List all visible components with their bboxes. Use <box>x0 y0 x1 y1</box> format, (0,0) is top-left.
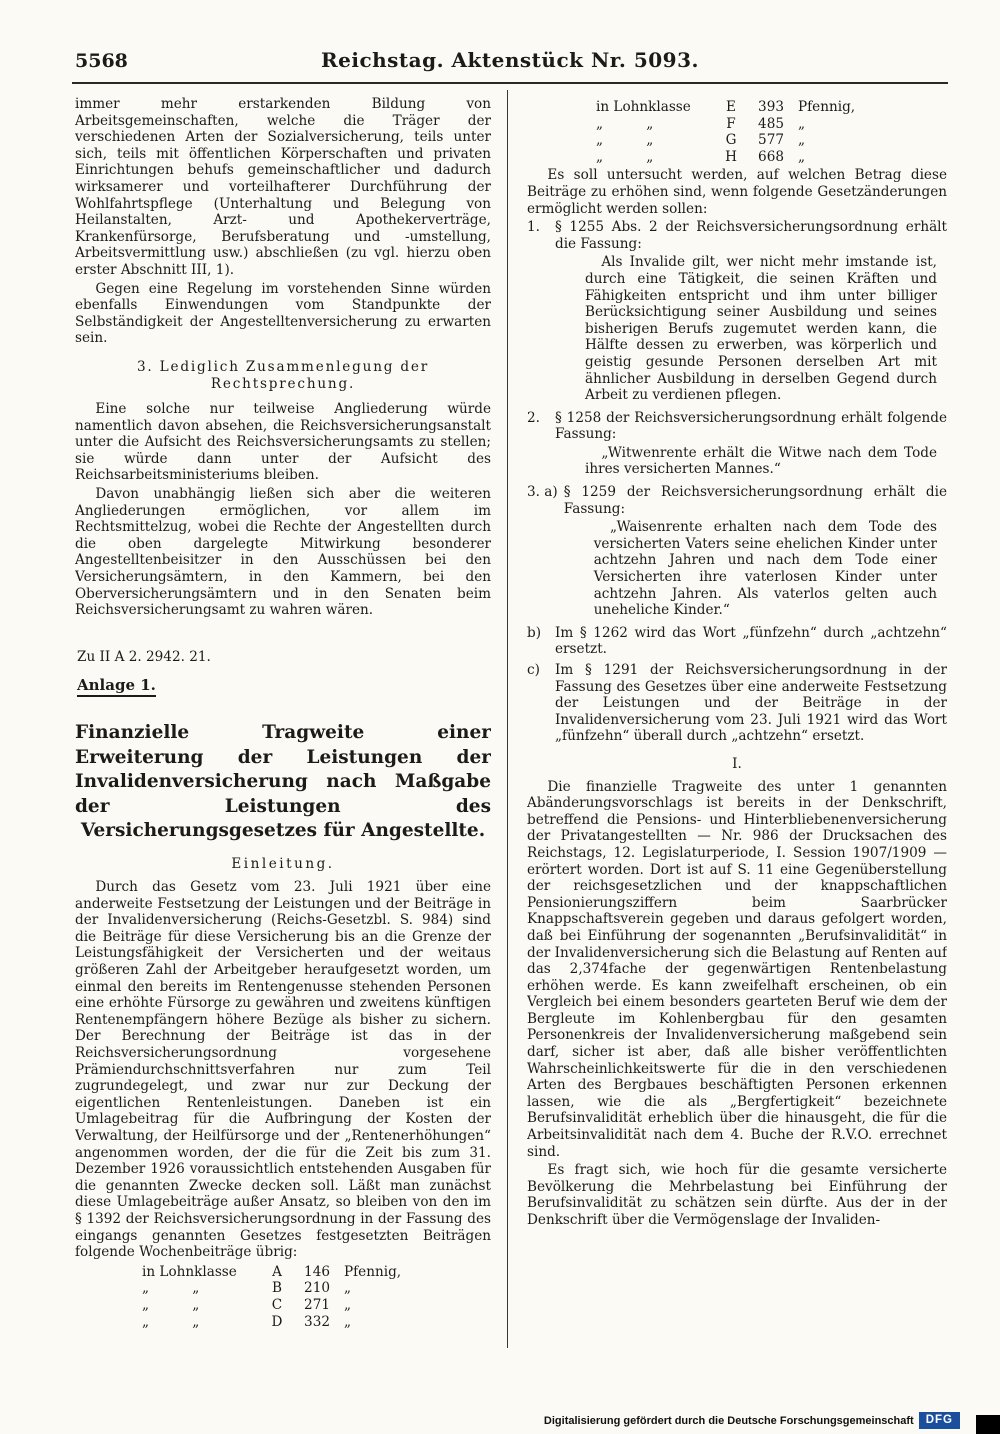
item-text: § 1259 der Reichsversicherungsordnung erhält die Fassung: <box>563 484 947 517</box>
wage-unit: „ <box>344 1280 352 1297</box>
wage-label: in Lohnklasse <box>596 99 691 115</box>
item-body <box>555 410 947 482</box>
wage-label: „ „ <box>142 1280 200 1297</box>
wage-value: 146 <box>304 1263 330 1280</box>
wage-class: H <box>725 148 737 165</box>
wage-class: C <box>271 1296 283 1313</box>
section-heading-roman-1: I. <box>732 755 742 772</box>
wage-value: 271 <box>304 1296 330 1313</box>
wage-label: „ „ <box>142 1313 200 1330</box>
item-text: § 1255 Abs. 2 der Reichsversicherungsordnung erhält die Fassung: <box>555 219 947 252</box>
list-item-3b <box>527 625 947 660</box>
item-number: b) <box>527 624 542 641</box>
item-number: 3. a) <box>527 484 558 501</box>
page-number: 5568 <box>75 50 128 72</box>
wage-label: „ „ <box>596 132 654 149</box>
header-rule <box>72 82 948 84</box>
item-text: Im § 1262 wird das Wort „fünfzehn“ durch „achtzehn“ ersetzt. <box>555 624 947 658</box>
section-heading-3: 3. Lediglich Zusammenlegung der Rechtsprechung. <box>136 358 430 392</box>
paragraph: Die finanzielle Tragweite des unter 1 genannten Abänderungsvorschlags ist bereits in der Denkschrift, betreffend die Pensions- und Hinterbliebenenversicherung der Privatangestellten — Nr. 986 der Drucksachen des Reichstags, 12. Legislaturperiode, I. Session 1907/1909 — erörtert worden. Dort ist auf S. 11 eine Gegenüberstellung der reichsgesetzlichen und der knappschaftlichen Pensionierungsziffern beim Saarbrücker Knappschaftsverein gegeben und daraus gefolgert worden, daß bei Einführung der sogenannten „Berufsinvalidität“ in der Invalidenversicherung sich die Belastung auf Renten auf das 2,374fache der gegenwärtigen Rentenbelastung erhöhen werde. Es kann zweifelhaft erscheinen, ob ein Vergleich bei einem besonders gearteten Beruf wie dem der Bergleute im Kohlenbergbau für den gesamten Personenkreis der Invalidenversicherung maßgebend sein darf, sicher ist aber, daß alle bisher veröffentlichten Wahrscheinlichkeitswerte für die in den verschiedenen Arten des Bergbaues beschäftigten Personen erkennen lassen, wie die als „Bergfertigkeit“ bezeichnete Berufsinvalidität erheblich über die hinausgeht, die für die Arbeitsinvalidität nach dem 4. Buche der R.V.O. errechnet sind. <box>527 778 947 1160</box>
wage-class: E <box>726 99 736 115</box>
wage-class: B <box>272 1280 282 1297</box>
page-header <box>72 48 948 78</box>
left-column <box>75 96 491 1348</box>
file-reference: Zu II A 2. 2942. 21. <box>77 648 211 665</box>
wage-value: 485 <box>758 115 784 132</box>
item-number: 2. <box>527 409 540 426</box>
wage-label: „ „ <box>596 148 654 165</box>
item-body <box>555 219 947 408</box>
wage-unit: „ <box>344 1296 352 1313</box>
digitization-credit: Digitalisierung gefördert durch die Deutsche Forschungsgemeinschaft <box>543 1414 914 1427</box>
introduction-heading: Einleitung. <box>231 855 335 872</box>
wage-class: G <box>725 132 737 149</box>
dfg-logo: DFG <box>919 1412 960 1429</box>
wage-label: in Lohnklasse <box>142 1263 237 1280</box>
wage-row <box>527 99 947 116</box>
wage-class: D <box>271 1313 283 1330</box>
wage-row <box>75 1264 491 1281</box>
wage-table-left <box>75 1264 491 1330</box>
wage-unit: „ <box>798 148 806 165</box>
paragraph: Es fragt sich, wie hoch für die gesamte versicherte Bevölkerung die Mehrbelastung bei Einführung der Berufsinvalidität zu schätzen sein dürfte. Aus der in der Denkschrift über die Vermögenslage der Invaliden- <box>527 1162 947 1228</box>
wage-value: 332 <box>304 1313 330 1330</box>
list-item-2 <box>527 410 947 482</box>
wage-unit: „ <box>798 115 806 132</box>
paragraph: Eine solche nur teilweise Angliederung würde namentlich davon absehen, die Reichsversicherungsanstalt unter die Aufsicht des Reichsversicherungsamts zu stellen; sie würde dann unter der Aufsicht des Reichsarbeitsministeriums bleiben. <box>75 401 491 484</box>
wage-value: 210 <box>304 1280 330 1297</box>
item-quote: „Waisenrente erhalten nach dem Tode des versicherten Vaters seine ehelichen Kinder unter achtzehn Jahren und nach dem Tode einer Versicherten ihre vaterlosen Kinder unter achtzehn Jahren. Als vaterlos gelten auch uneheliche Kinder.“ <box>593 519 937 619</box>
list-item-1 <box>527 219 947 408</box>
wage-value: 577 <box>758 132 784 149</box>
list-item-3a <box>527 484 947 623</box>
paragraph: Davon unabhängig ließen sich aber die weiteren Angliederungen ermöglichen, vor allem im Rechtsmittelzug, wobei die Rechte der Angestellten durch die oben dargelegte Mitwirkung besonderer Angestelltenbeisitzer in den Ausschüssen bei den Versicherungsämtern, in den Kammern, bei den Oberversicherungsämtern und in den Senaten beim Reichsversicherungsamt zu wahren wären. <box>75 486 491 619</box>
item-number: 1. <box>527 219 540 236</box>
annex-label: Anlage 1. <box>77 677 156 697</box>
item-body <box>564 484 947 623</box>
list-item-3c <box>527 662 947 747</box>
column-divider-rule <box>507 90 508 1348</box>
paragraph: Durch das Gesetz vom 23. Juli 1921 über eine anderweite Festsetzung der Leistungen und der Beiträge in der Invalidenversicherung (Reichs-Gesetzbl. S. 984) sind die Beiträge für diese Versicherung bis an die Grenze der Leistungsfähigkeit der Versicherten und der weitaus größeren Zahl der Arbeitgeber heraufgesetzt worden, um einmal den bereits im Rentengenusse stehenden Personen eine erhöhte Fürsorge zu gewähren und zweitens künftigen Rentenempfängern höhere Bezüge als bisher zu sichern. Der Berechnung der Beiträge ist das in der Reichsversicherungsordnung vorgesehene Prämiendurchschnittsverfahren nur zum Teil zugrundegelegt, und zwar nur zur Deckung der eigentlichen Rentenleistungen. Daneben ist ein Umlagebeitrag für die Aufbringung der Kosten der Verwaltung, der Heilfürsorge und der „Rentenerhöhungen“ angenommen worden, der die für die Zeit bis zum 31. Dezember 1926 voraussichtlich entstehenden Ausgaben für die genannten Zwecke decken soll. Läßt man zunächst diese Umlagebeiträge außer Ansatz, so bleiben von den im § 1392 der Reichsversicherungsordnung in der Fassung des eingangs genannten Gesetzes festgesetzten Beiträgen folgende Wochenbeiträge übrig: <box>75 879 491 1261</box>
paragraph: Es soll untersucht werden, auf welchen Betrag diese Beiträge zu erhöhen sind, wenn folgende Gesetzänderungen ermöglicht werden sollen: <box>527 167 947 217</box>
wage-label: „ „ <box>596 115 654 132</box>
item-number: c) <box>527 662 540 678</box>
wage-row <box>75 1314 491 1331</box>
wage-row <box>527 132 947 149</box>
wage-row <box>527 116 947 133</box>
wage-class: F <box>726 115 736 132</box>
right-column <box>527 96 947 1348</box>
scan-edge-artifact <box>976 1415 1000 1434</box>
wage-unit: „ <box>344 1313 352 1330</box>
header-title: Reichstag. Aktenstück Nr. 5093. <box>321 48 699 72</box>
wage-label: „ „ <box>142 1296 200 1313</box>
wage-table-right <box>527 99 947 165</box>
wage-value: 393 <box>758 99 784 115</box>
item-text: § 1258 der Reichsversicherungsordnung erhält folgende Fassung: <box>555 409 947 443</box>
item-body <box>555 625 947 660</box>
wage-unit: Pfennig, <box>798 99 856 115</box>
annex-title: Finanzielle Tragweite einer Erweiterung der Leistungen der Invalidenversicherung nach Maßgabe der Leistungen des Versicherungsgesetzes für Angestellte. <box>75 722 491 841</box>
wage-row <box>75 1297 491 1314</box>
item-body <box>555 662 947 747</box>
wage-unit: Pfennig, <box>344 1263 402 1280</box>
wage-unit: „ <box>798 132 806 149</box>
wage-value: 668 <box>758 148 784 165</box>
wage-row <box>527 149 947 166</box>
wage-class: A <box>272 1263 282 1280</box>
wage-row <box>75 1280 491 1297</box>
item-quote: Als Invalide gilt, wer nicht mehr imstande ist, durch eine Tätigkeit, die seinen Kräften und Fähigkeiten entspricht und ihm unter billiger Berücksichtigung seiner Ausbildung und seines bisherigen Berufs zugemutet werden kann, die Hälfte dessen zu erwerben, was körperlich und geistig gesunde Personen derselben Art mit ähnlicher Ausbildung in derselben Gegend durch Arbeit zu verdienen pflegen. <box>585 254 937 404</box>
paragraph-continuation: immer mehr erstarkenden Bildung von Arbeitsgemeinschaften, welche die Träger der verschiedenen Arten der Sozialversicherung, teils unter sich, teils mit öffentlichen Körperschaften und privaten Einrichtungen behufs gemeinschaftlicher und dadurch wirksamerer und vorteilhafterer Durchführung der Wohlfahrtspflege (Unterhaltung und Belegung von Heilanstalten, Arzt- und Apothekerverträge, Krankenfürsorge, Berufsberatung und -umstellung, Arbeitsvermittlung usw.) abschließen (zu vgl. hierzu oben erster Abschnitt III, 1). <box>75 96 491 278</box>
item-quote: „Witwenrente erhält die Witwe nach dem Tode ihres versicherten Mannes.“ <box>585 444 937 478</box>
digitization-footer <box>544 1412 960 1429</box>
paragraph: Gegen eine Regelung im vorstehenden Sinne würden ebenfalls Einwendungen vom Standpunkte der Selbständigkeit der Angestelltenversicherung zu erwarten sein. <box>75 280 491 347</box>
item-text: Im § 1291 der Reichsversicherungsordnung in der Fassung des Gesetzes über eine anderweite Festsetzung der Leistungen und der Beiträge in der Invalidenversicherung vom 23. Juli 1921 wird das Wort „fünfzehn“ überall durch „achtzehn“ ersetzt. <box>555 662 947 745</box>
